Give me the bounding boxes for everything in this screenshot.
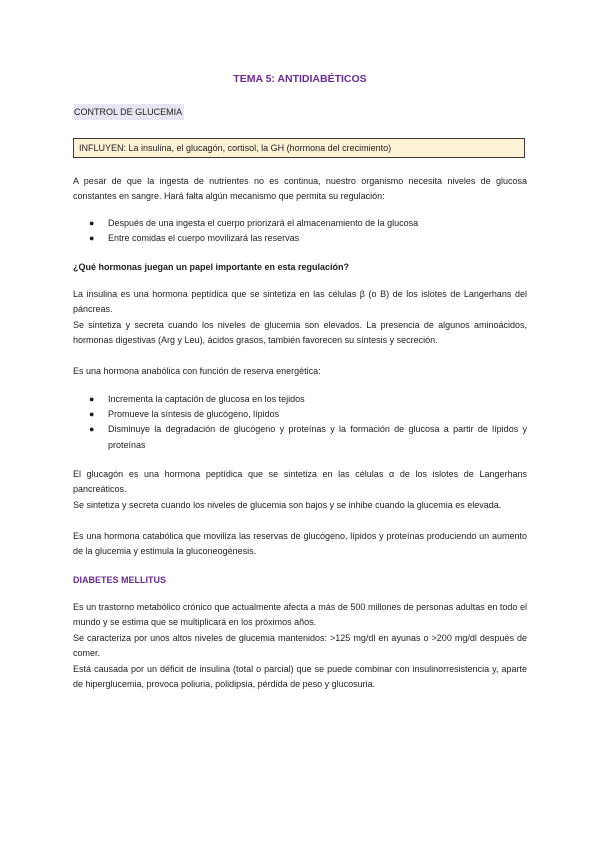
diabetes-paragraph-3: Está causada por un déficit de insulina (total o parcial) que se puede combinar con insulinorresistencia y, aparte de hiperglucemia, provoca poliuria, polidipsia, pérdida de peso y glucosuria. [73,664,527,690]
influyen-box: INFLUYEN: La insulina, el glucagón, cortisol, la GH (hormona del crecimiento) [73,138,525,158]
diabetes-paragraph-2: Se caracteriza por unos altos niveles de glucemia mantenidos: >125 mg/dl en ayunas o >200 mg/dl después de comer. [73,633,527,659]
list-item: ● Promueve la síntesis de glucógeno, lípidos [89,407,527,422]
glucagon-paragraph-3: Es una hormona catabólica que moviliza las reservas de glucógeno, lípidos y proteínas produciendo un aumento de la glucemia y estimula la gluconeogénesis. [73,531,527,557]
list-item: ● Incrementa la captación de glucosa en los tejidos [89,392,527,407]
insulina-list [89,392,527,453]
bullet-icon: ● [89,409,95,420]
glucagon-paragraph-1: El glucagón es una hormona peptídica que se sintetiza en las células α de los islotes de Langerhans pancreáticos. [73,469,527,495]
intro-paragraph: A pesar de que la ingesta de nutrientes no es continua, nuestro organismo necesita niveles de glucosa constantes en sangre. Hará falta algún mecanismo que permita su regulación: [73,176,527,202]
bullet-icon: ● [89,218,95,228]
regulation-list [89,216,527,246]
question-heading: ¿Qué hormonas juegan un papel importante en esta regulación? [73,262,350,272]
diabetes-paragraph-1: Es un trastorno metabólico crónico que actualmente afecta a más de 500 millones de personas adultas en todo el mundo y se estima que se multiplicará en los próximos años. [73,602,527,628]
diabetes-heading: DIABETES MELLITUS [73,575,167,585]
bullet-icon: ● [89,394,95,404]
list-item: ● Entre comidas el cuerpo movilizará las reservas [89,231,527,246]
bullet-icon: ● [89,233,95,244]
list-item: ● Disminuye la degradación de glucógeno y proteínas y la formación de glucosa a partir de lípidos y proteínas [89,424,527,450]
section-heading-control: CONTROL DE GLUCEMIA [73,104,184,120]
page-title: TEMA 5: ANTIDIABÉTICOS [233,73,367,85]
insulina-paragraph-1: La insulina es una hormona peptídica que se sintetiza en las células β (o B) de los islotes de Langerhans del páncreas. [73,289,527,315]
insulina-paragraph-3: Es una hormona anabólica con función de reserva energética: [73,366,321,376]
insulina-paragraph-2: Se sintetiza y secreta cuando los niveles de glucemia son elevados. La presencia de algunos aminoácidos, hormonas digestivas (Arg y Leu), ácidos grasos, también favorecen su síntesis y secreción. [73,320,527,346]
bullet-icon: ● [89,424,95,435]
list-item: ● Después de una ingesta el cuerpo priorizará el almacenamiento de la glucosa [89,216,527,231]
glucagon-paragraph-2: Se sintetiza y secreta cuando los niveles de glucemia son bajos y se inhibe cuando la glucemia es elevada. [73,500,502,510]
